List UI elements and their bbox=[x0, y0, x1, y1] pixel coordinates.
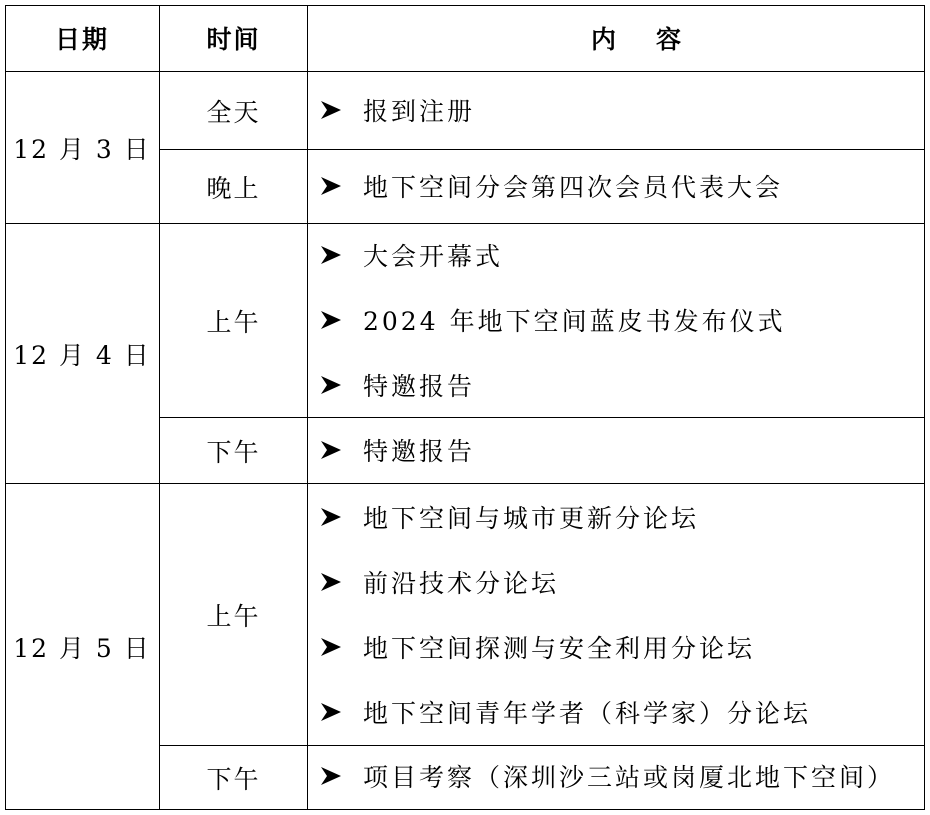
time-cell: 下午 bbox=[206, 764, 261, 794]
agenda-item bbox=[317, 166, 783, 206]
time-cell: 下午 bbox=[206, 437, 261, 467]
agenda-item-text: 2024 年地下空间蓝皮书发布仪式 bbox=[363, 307, 786, 336]
agenda-item-text: 前沿技术分论坛 bbox=[363, 569, 560, 598]
arrowhead-bullet-icon bbox=[317, 300, 363, 340]
agenda-item-text: 项目考察（深圳沙三站或岗厦北地下空间） bbox=[363, 763, 896, 792]
time-cell: 晚上 bbox=[206, 173, 261, 203]
header-time: 时间 bbox=[206, 25, 261, 54]
arrowhead-bullet-icon bbox=[317, 497, 363, 537]
agenda-item bbox=[317, 90, 475, 130]
agenda-item-text: 特邀报告 bbox=[363, 372, 476, 401]
arrowhead-bullet-icon bbox=[317, 756, 363, 796]
agenda-item bbox=[317, 692, 811, 732]
agenda-item bbox=[317, 300, 786, 340]
table-border-right bbox=[924, 5, 925, 810]
column-divider-time bbox=[307, 5, 308, 810]
time-cell: 上午 bbox=[206, 307, 261, 337]
arrowhead-bullet-icon bbox=[317, 90, 363, 130]
agenda-item bbox=[317, 627, 755, 667]
agenda-item-text: 大会开幕式 bbox=[363, 242, 504, 271]
agenda-item bbox=[317, 430, 475, 470]
agenda-item bbox=[317, 562, 559, 602]
agenda-item-text: 地下空间与城市更新分论坛 bbox=[363, 504, 700, 533]
agenda-item-text: 报到注册 bbox=[363, 97, 476, 126]
date-cell: 12 月 5 日 bbox=[13, 633, 151, 663]
arrowhead-bullet-icon bbox=[317, 562, 363, 602]
agenda-item-text: 地下空间青年学者（科学家）分论坛 bbox=[363, 699, 812, 728]
arrowhead-bullet-icon bbox=[317, 430, 363, 470]
agenda-item bbox=[317, 497, 699, 537]
time-cell: 上午 bbox=[206, 601, 261, 631]
arrowhead-bullet-icon bbox=[317, 627, 363, 667]
arrowhead-bullet-icon bbox=[317, 235, 363, 275]
schedule-table bbox=[5, 5, 925, 810]
date-cell: 12 月 3 日 bbox=[13, 134, 151, 164]
header-date: 日期 bbox=[54, 25, 109, 54]
agenda-item-text: 地下空间分会第四次会员代表大会 bbox=[363, 173, 784, 202]
agenda-item bbox=[317, 235, 503, 275]
agenda-item-text: 特邀报告 bbox=[363, 437, 476, 466]
arrowhead-bullet-icon bbox=[317, 692, 363, 732]
date-cell: 12 月 4 日 bbox=[13, 340, 151, 370]
agenda-item bbox=[317, 756, 895, 796]
table-border-bottom bbox=[5, 809, 925, 810]
agenda-item bbox=[317, 365, 475, 405]
time-cell: 全天 bbox=[206, 97, 261, 127]
agenda-item-text: 地下空间探测与安全利用分论坛 bbox=[363, 634, 756, 663]
arrowhead-bullet-icon bbox=[317, 166, 363, 206]
arrowhead-bullet-icon bbox=[317, 365, 363, 405]
header-content: 内容 bbox=[590, 25, 721, 54]
